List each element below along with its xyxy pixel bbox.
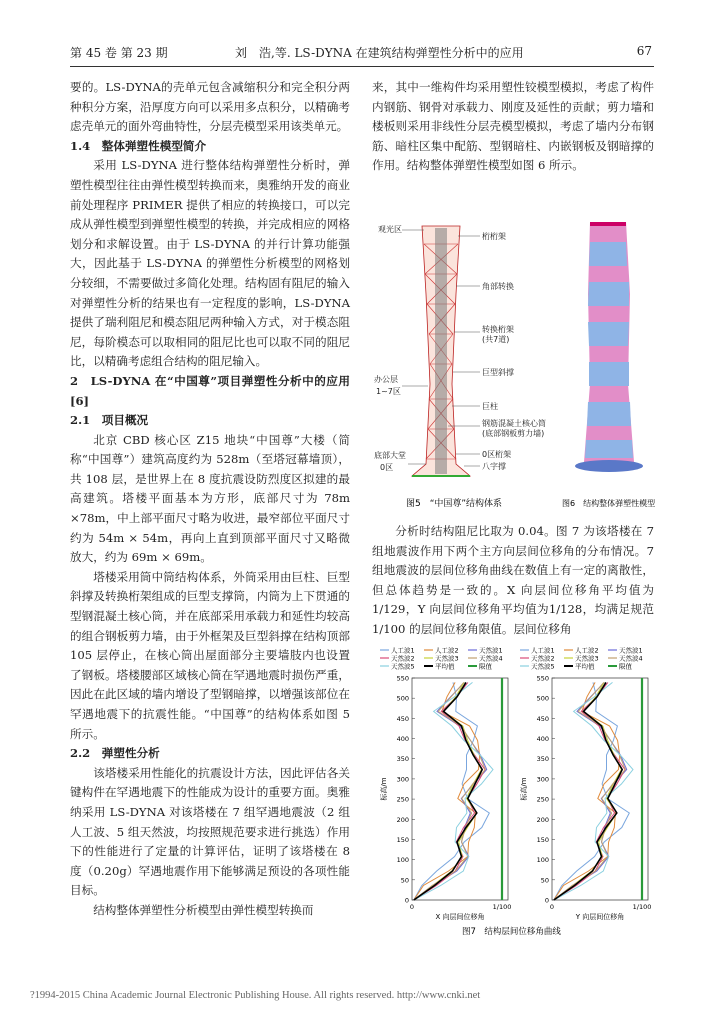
- y-tick-label: 0: [544, 896, 549, 905]
- drift-series: [554, 682, 630, 900]
- fig7-legend: [380, 645, 643, 670]
- header-rule: [70, 66, 654, 67]
- x-tick-label: 1/100: [632, 903, 652, 911]
- fig6-fem-model: [575, 222, 643, 472]
- y-tick-label: 200: [396, 815, 409, 824]
- label-transfer-count: (共7道): [482, 335, 510, 344]
- y-tick-label: 300: [396, 775, 409, 784]
- label-core: 钢筋混凝土核心筒: [482, 419, 546, 428]
- label-zone0: 0区: [380, 463, 394, 472]
- y-tick-label: 350: [396, 755, 409, 764]
- legend-entry: 天然波5: [391, 662, 415, 671]
- paragraph: 北京 CBD 核心区 Z15 地块“中国尊”大楼（简称“中国尊”）建筑高度约为 528m（至塔冠幕墙顶），共 108 层，是世界上在 8 度抗震设防烈度区拟建的最高建筑。塔楼平面基本为方形，底部尺寸为 78m ×78m，中上部平面尺寸略为收进，最窄部位平面尺寸约为 54m × 54m，再向上直到顶部平面尺寸又略微放大，约为 69m × 69m。: [70, 432, 350, 565]
- x-axis-label: X 向层间位移角: [435, 913, 485, 921]
- paragraph: 要的。LS-DYNA的壳单元包含减缩积分和完全积分两种积分方案，沿厚度方向可以采用多点积分，以精确考虑壳单元的面外弯曲特性，分层壳模型采用该类单元。: [70, 80, 350, 134]
- y-tick-label: 550: [396, 674, 409, 683]
- paragraph: 该塔楼采用性能化的抗震设计方法，因此评估各关键构件在罕遇地震下的性能成为设计的重要方面。奥雅纳采用 LS-DYNA 对该塔楼在 7 组罕遇地震波（2 组人工波、5 组天然波，均按照规范要求进行挑选）作用下的性能进行了定量的计算评估，证明了该塔楼在 8 度（0.20g）罕遇地震作用下能够满足预设的各项性能目标。: [70, 765, 350, 898]
- fig5-caption: 图5 “中国尊”结构体系: [406, 499, 503, 509]
- paragraph: 结构整体弹塑性分析模型由弹性模型转换而: [93, 902, 314, 917]
- label-v-brace: 八字撑: [482, 462, 506, 471]
- section-heading: 2.2 弹塑性分析: [70, 746, 160, 761]
- x-tick-label: 0: [409, 903, 415, 911]
- y-tick-label: 400: [396, 735, 409, 744]
- drift-series: [414, 682, 490, 900]
- label-mega-brace: 巨型斜撑: [482, 368, 514, 377]
- y-tick-label: 500: [536, 694, 549, 703]
- y-tick-label: 200: [536, 815, 549, 824]
- y-tick-label: 100: [396, 856, 409, 865]
- figure-7: [376, 644, 656, 944]
- legend-entry: 天然波3: [435, 654, 459, 663]
- left-column: [70, 78, 350, 921]
- x-axis-label: Y 向层间位移角: [575, 913, 625, 921]
- running-header: [70, 44, 652, 64]
- y-axis-label: 标高/m: [520, 777, 528, 801]
- fig7-x-panel: [379, 675, 511, 922]
- fig5-structure-drawing: [412, 226, 470, 476]
- section-heading: 1.4 整体弹塑性模型简介: [70, 138, 207, 153]
- fig7-caption: 图7 结构层间位移角曲线: [462, 927, 561, 937]
- label-corner-transfer: 角部转换: [482, 282, 514, 291]
- y-tick-label: 250: [536, 795, 549, 804]
- y-tick-label: 500: [396, 694, 409, 703]
- legend-entry: 天然波4: [479, 654, 503, 663]
- legend-entry: 平均值: [575, 662, 595, 671]
- y-tick-label: 50: [540, 876, 549, 885]
- legend-entry: 天然波4: [619, 654, 643, 663]
- y-tick-label: 250: [396, 795, 409, 804]
- drift-series: [414, 682, 482, 900]
- section-heading: 2.1 项目概况: [70, 413, 149, 428]
- drift-series: [414, 682, 487, 900]
- legend-entry: 天然波1: [619, 646, 643, 655]
- fig7-y-panel: [519, 675, 651, 922]
- label-office: 办公层: [374, 375, 398, 384]
- y-tick-label: 350: [536, 755, 549, 764]
- legend-entry: 天然波5: [531, 662, 555, 671]
- legend-entry: 人工波2: [435, 646, 459, 655]
- copyright-footer: ?1994-2015 China Academic Journal Electronic Publishing House. All rights reserved. http://www.cnki.net: [30, 990, 481, 1001]
- legend-entry: 人工波2: [575, 646, 599, 655]
- label-zone0-truss: 0区桁架: [482, 450, 512, 459]
- y-tick-label: 150: [396, 835, 409, 844]
- drift-series: [554, 682, 622, 900]
- legend-entry: 限值: [619, 662, 632, 671]
- label-truss-top: 桁桁架: [482, 232, 506, 241]
- y-tick-label: 400: [536, 735, 549, 744]
- paragraph: 分析时结构阻尼比取为 0.04。图 7 为该塔楼在 7 组地震波作用下两个主方向层间位移角的分布情况。7 组地震波的层间位移角曲线在数值上有一定的离散性，但总体趋势是一致的。X 向层间位移角平均值为 1/129，Y 向层间位移角平均值为1/128，均满足规范 1/100 的层间位移角限值。层间位移角: [372, 524, 654, 636]
- drift-series: [554, 682, 627, 900]
- right-column-middle: [372, 522, 654, 640]
- paragraph: 来，其中一维构件均采用塑性铰模型模拟，考虑了构件内钢筋、钢骨对承载力、刚度及延性的贡献；剪力墙和楼板则采用非线性分层壳模型模拟，考虑了墙内分布钢筋、暗柱区集中配筋、型钢暗柱、内嵌钢板及钢暗撑的作用。结构整体弹塑性模型如图 6 所示。: [372, 80, 654, 173]
- label-lobby: 底部大堂: [374, 451, 406, 460]
- y-axis-label: 标高/m: [380, 777, 388, 801]
- label-mega-column: 巨柱: [482, 402, 498, 411]
- paragraph: 采用 LS-DYNA 进行整体结构弹塑性分析时，弹塑性模型往往由弹性模型转换而来，奥雅纳开发的商业前处理程序 PRIMER 提供了相应的转换接口，可以完成从弹性模型到弹塑性模型的转换，并完成相应的网格划分和求解设置。由于 LS-DYNA 的并行计算功能强大，因此基于 LS-DYNA 的弹塑性分析模型的网格划分较细，不需要做过多简化处理。结构固有阻尼的输入对弹塑性分析的结果也有一定程度的影响，LS-DYNA 提供了瑞利阻尼和模态阻尼两种输入方式，对于模态阻尼，每阶模态可以取相同的阻尼比也可以取不同的阻尼比，以精确考虑组合结构的阻尼输入。: [70, 158, 350, 369]
- y-tick-label: 0: [404, 896, 409, 905]
- legend-entry: 限值: [479, 662, 492, 671]
- legend-entry: 天然波3: [575, 654, 599, 663]
- legend-entry: 人工波1: [531, 646, 555, 655]
- volume-issue: 第 45 卷 第 23 期: [70, 46, 168, 60]
- right-column-top: [372, 78, 654, 176]
- label-office-zones: 1~7区: [376, 387, 401, 396]
- label-transfer-truss: 转换桁架: [482, 325, 514, 334]
- paragraph: 塔楼采用筒中筒结构体系，外筒采用由巨柱、巨型斜撑及转换桁架组成的巨型支撑筒，内筒为上下贯通的型钢混凝土核心筒，并在底部采用承载力和延性均较高的组合钢板剪力墙，由于外框架及巨型斜撑在结构顶部 105 层停止，在核心筒出屋面部分主要墙肢内也设置了钢板。塔楼腰部区域核心筒在罕遇地震时损伤严重，因此在此区域的墙内增设了型钢暗撑，以增强该部位在罕遇地震下的抗震性能。“中国尊”的结构体系如图 5 所示。: [70, 569, 350, 741]
- fig5-labels: [374, 224, 546, 472]
- article-title: 刘 浩,等. LS-DYNA 在建筑结构弹塑性分析中的应用: [235, 46, 524, 60]
- x-tick-label: 1/100: [492, 903, 512, 911]
- fig6-caption: 图6 结构整体弹塑性模型: [562, 499, 656, 508]
- y-tick-label: 300: [536, 775, 549, 784]
- legend-entry: 天然波1: [479, 646, 503, 655]
- y-tick-label: 100: [536, 856, 549, 865]
- legend-entry: 平均值: [435, 662, 455, 671]
- legend-entry: 天然波2: [531, 654, 555, 663]
- y-tick-label: 450: [536, 714, 549, 723]
- section-heading: 2 LS-DYNA 在“中国尊”项目弹塑性分析中的应用[6]: [70, 373, 350, 408]
- y-tick-label: 50: [400, 876, 409, 885]
- y-tick-label: 550: [536, 674, 549, 683]
- x-tick-label: 0: [549, 903, 555, 911]
- page-number: 67: [636, 44, 652, 58]
- label-sightseeing: 观光区: [378, 225, 402, 234]
- label-core-sub: (底部钢板剪力墙): [482, 429, 545, 438]
- y-tick-label: 150: [536, 835, 549, 844]
- legend-entry: 人工波1: [391, 646, 415, 655]
- legend-entry: 天然波2: [391, 654, 415, 663]
- figure-5-6: [372, 214, 672, 514]
- y-tick-label: 450: [396, 714, 409, 723]
